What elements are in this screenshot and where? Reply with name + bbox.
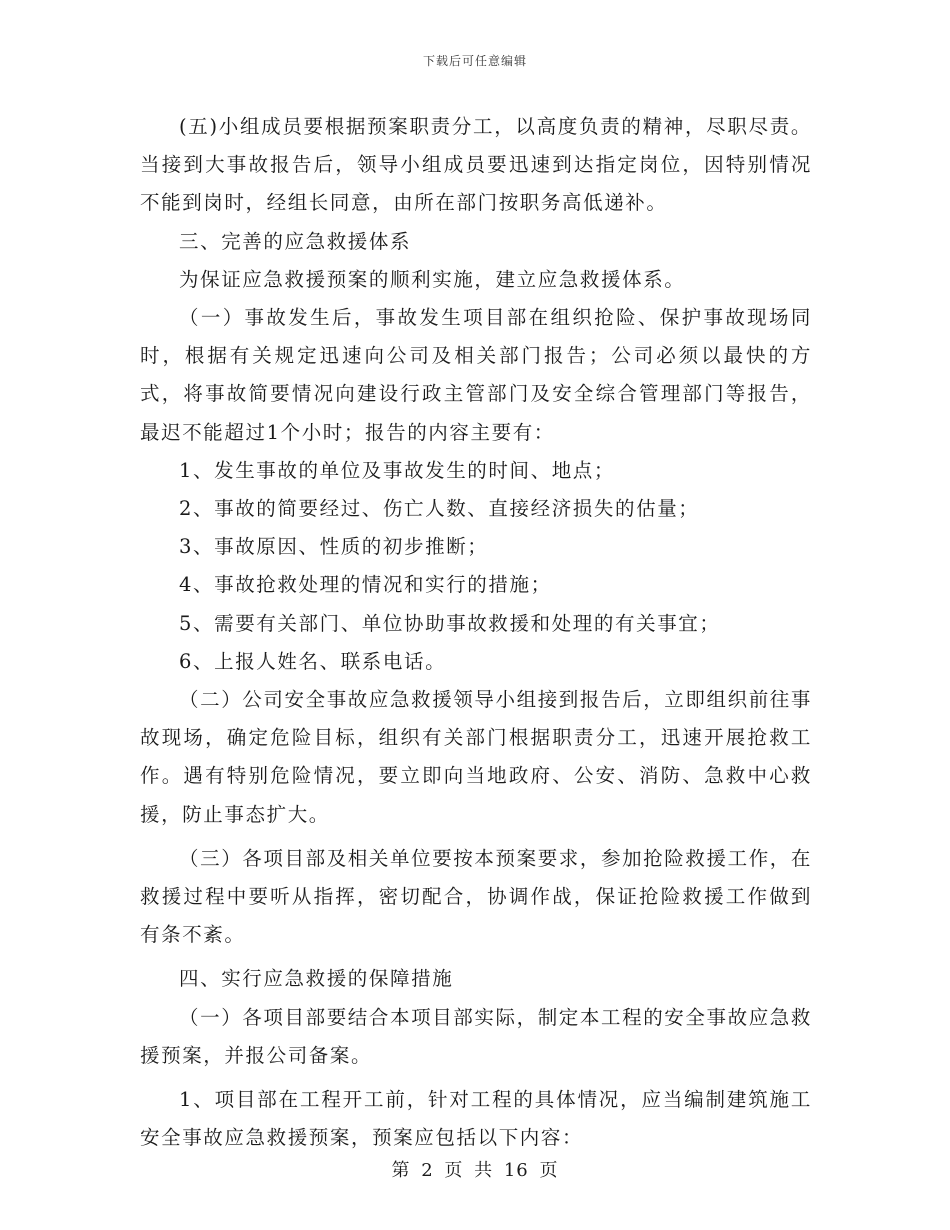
document-body: [140, 108, 812, 1157]
list-item-3: 3、事故原因、性质的初步推断；: [179, 535, 489, 559]
page-number: 第 2 页 共 16 页: [391, 1160, 559, 1181]
list-item-4: 4、事故抢救处理的情况和实行的措施；: [179, 573, 552, 597]
paragraph-system-intro: 为保证应急救援预案的顺利实施，建立应急救援体系。: [179, 267, 686, 291]
list-item-1: 1、发生事故的单位及事故发生的时间、地点；: [179, 458, 616, 482]
section-heading-4: 四、实行应急救援的保障措施: [179, 967, 454, 991]
list-item-6: 6、上报人姓名、联系电话。: [179, 649, 447, 673]
paragraph-project-plan: （一）各项目部要结合本项目部实际，制定本工程的安全事故应急救援预案，并报公司备案。: [140, 1005, 813, 1067]
paragraph-plan-content: 1、项目部在工程开工前，针对工程的具体情况，应当编制建筑施工安全事故应急救援预案，预案应包括以下内容：: [140, 1088, 812, 1150]
paragraph-report-procedure: （一）事故发生后，事故发生项目部在组织抢险、保护事故现场同时，根据有关规定迅速向公司及相关部门报告；公司必须以最快的方式，将事故简要情况向建设行政主管部门及安全综合管理部门等报告，最迟不能超过1个小时；报告的内容主要有：: [140, 306, 812, 444]
paragraph-member-duties: (五)小组成员要根据预案职责分工，以高度负责的精神，尽职尽责。当接到大事故报告后，领导小组成员要迅速到达指定岗位，因特别情况不能到岗时，经组长同意，由所在部门按职务高低递补。: [140, 115, 812, 215]
list-item-5: 5、需要有关部门、单位协助事故救援和处理的有关事宜；: [179, 611, 721, 635]
header-note: 下载后可任意编辑: [422, 54, 527, 68]
section-heading-3: 三、完善的应急救援体系: [179, 229, 412, 253]
list-item-2: 2、事故的简要经过、伤亡人数、直接经济损失的估量；: [179, 497, 700, 521]
paragraph-unit-cooperation: （三）各项目部及相关单位要按本预案要求，参加抢险救援工作，在救援过程中要听从指挥，密切配合，协调作战，保证抢险救援工作做到有条不紊。: [140, 846, 813, 947]
paragraph-leadership-response: （二）公司安全事故应急救援领导小组接到报告后，立即组织前往事故现场，确定危险目标，组织有关部门根据职责分工，迅速开展抢救工作。遇有特别危险情况，要立即向当地政府、公安、消防、急救中心救援，防止事态扩大。: [140, 688, 813, 826]
